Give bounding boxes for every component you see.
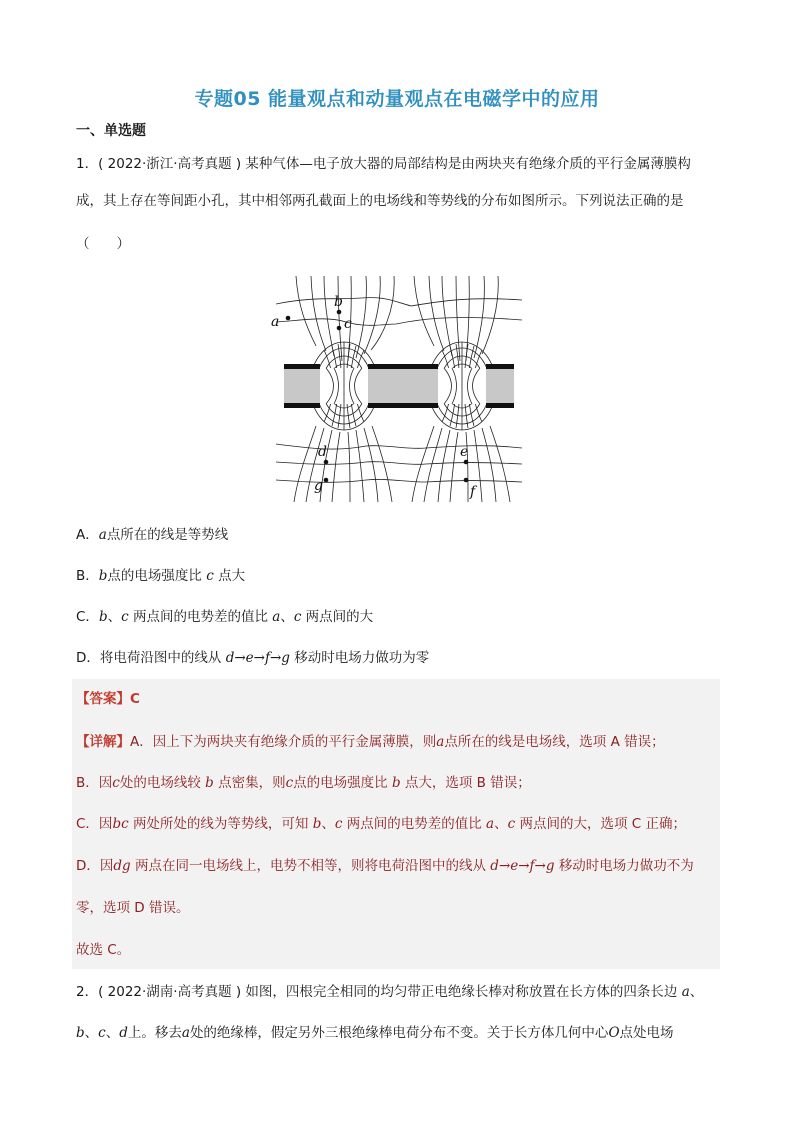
- detail-d-text1: D．因: [76, 858, 114, 874]
- q1-stem-line1: 1．( 2022·浙江·高考真题 ) 某种气体—电子放大器的局部结构是由两块夹有绝缘介质的平行金属薄膜构: [76, 156, 691, 172]
- option-d-path: d→e→f→g: [225, 650, 290, 666]
- point-e: [464, 460, 469, 465]
- point-g: [324, 478, 329, 483]
- option-c-text1: 两点间的电势差的值比: [132, 609, 268, 625]
- option-a-var: a: [98, 527, 107, 543]
- detail-c-text3: 两点间的电势差的值比: [346, 816, 482, 832]
- detail-c-var5: c: [507, 816, 516, 832]
- option-a-prefix: A．: [76, 527, 99, 543]
- option-c-text2: 两点间的大: [305, 609, 374, 625]
- detail-a-text2: 点所在的线是电场线，选项 A 错误；: [444, 734, 665, 750]
- q2-var-d: d: [119, 1025, 128, 1041]
- detail-c-sep1: 、: [321, 816, 335, 832]
- point-f: [464, 478, 469, 483]
- q2-stem-line2: [76, 1024, 674, 1042]
- detail-b-var4: b: [391, 775, 401, 791]
- answer-label: 【答案】C: [76, 691, 140, 707]
- option-c-var1: b: [98, 609, 108, 625]
- option-d-text: 移动时电场力做功为零: [294, 650, 430, 666]
- q2-sep2: 、: [105, 1025, 120, 1041]
- label-c: c: [344, 316, 352, 332]
- detail-b-text3: 点密集，则: [218, 775, 286, 791]
- detail-b-text5: 点大，选项 B 错误；: [404, 775, 531, 791]
- q2-sep1: 、: [84, 1025, 99, 1041]
- detail-d-var1: dg: [113, 858, 131, 874]
- option-d[interactable]: [76, 649, 429, 667]
- option-b-text2: 点大: [218, 568, 246, 584]
- detail-b-text1: B．因: [76, 775, 113, 791]
- q2-stem-line1: [76, 983, 703, 1001]
- detail-line-b: [76, 774, 531, 792]
- page-title: 专题05 能量观点和动量观点在电磁学中的应用: [194, 88, 600, 110]
- q2-text2: 处的绝缘棒，假定另外三根绝缘棒电荷分布不变。关于长方体几何中心: [189, 1025, 609, 1041]
- label-e: e: [460, 444, 469, 460]
- section-heading: 一、单选题: [76, 123, 146, 139]
- detail-b-var2: b: [205, 775, 214, 791]
- option-b-var1: b: [98, 568, 108, 584]
- detail-a-text1: A．因上下为两块夹有绝缘介质的平行金属薄膜，则: [130, 734, 437, 750]
- label-b: b: [334, 294, 343, 310]
- detail-c-var3: c: [334, 816, 343, 832]
- option-c-sep2: 、: [280, 609, 294, 625]
- field-line-figure: [271, 276, 522, 502]
- label-a: a: [271, 314, 280, 330]
- detail-c-text1: C．因: [76, 816, 113, 832]
- label-f: f: [470, 484, 476, 500]
- option-c[interactable]: [76, 608, 373, 626]
- detail-b-text4: 点的电场强度比: [293, 775, 388, 791]
- option-b[interactable]: [76, 567, 245, 585]
- q2-line1-var: a: [681, 984, 690, 1000]
- option-b-var2: c: [206, 568, 214, 584]
- q2-var-b: b: [76, 1025, 85, 1041]
- conclusion: 故选 C。: [76, 942, 131, 958]
- option-c-var2: c: [121, 609, 129, 625]
- option-c-var3: a: [272, 609, 281, 625]
- detail-line-d: [76, 857, 694, 875]
- q2-var-c: c: [98, 1025, 106, 1041]
- detail-c-text4: 两点间的大，选项 C 正确；: [519, 816, 686, 832]
- detail-c-text2: 两处所处的线为等势线，可知: [132, 816, 309, 832]
- label-g: g: [314, 478, 323, 494]
- q1-stem-line2: 成，其上存在等间距小孔，其中相邻两孔截面上的电场线和等势线的分布如图所示。下列说法正确的是: [76, 193, 684, 209]
- option-b-text1: 点的电场强度比: [107, 568, 202, 584]
- detail-line-d2: 零，选项 D 错误。: [76, 900, 190, 916]
- detail-d-text2: 两点在同一电场线上，电势不相等，则将电荷沿图中的线从: [135, 858, 486, 874]
- detail-c-var1: bc: [112, 816, 129, 832]
- detail-b-var1: c: [112, 775, 120, 791]
- q2-text1: 上。移去: [127, 1025, 182, 1041]
- detail-c-var4: a: [486, 816, 495, 832]
- detail-line-a: [76, 733, 665, 751]
- detail-line-c: [76, 815, 686, 833]
- detail-c-sep2: 、: [494, 816, 508, 832]
- detail-b-text2: 处的电场线较: [119, 775, 201, 791]
- q2-text3: 点处电场: [619, 1025, 674, 1041]
- q2-var-o: O: [608, 1025, 620, 1041]
- detail-a-var: a: [436, 734, 445, 750]
- option-b-prefix: B．: [76, 568, 99, 584]
- detail-d-text3: 移动时电场力做功不为: [558, 858, 694, 874]
- option-c-prefix: C．: [76, 609, 99, 625]
- option-c-var4: c: [293, 609, 302, 625]
- q2-var-a: a: [181, 1025, 190, 1041]
- detail-b-var3: c: [285, 775, 294, 791]
- q1-stem-line3: （ ）: [76, 236, 130, 252]
- option-a[interactable]: [76, 526, 228, 544]
- detail-label: 【详解】: [76, 734, 130, 750]
- detail-d-path: d→e→f→g: [490, 858, 555, 874]
- detail-c-var2: b: [312, 816, 322, 832]
- point-a: [286, 316, 291, 321]
- option-a-text: 点所在的线是等势线: [106, 527, 229, 543]
- option-c-sep1: 、: [107, 609, 122, 625]
- q2-line1-text: 2．( 2022·湖南·高考真题 ) 如图，四根完全相同的均匀带正电绝缘长棒对称放置在长方体的四条长边: [76, 984, 678, 1000]
- point-d: [324, 460, 329, 465]
- option-d-prefix: D．将电荷沿图中的线从: [76, 650, 222, 666]
- point-c: [337, 326, 342, 331]
- q2-line1-end: 、: [689, 984, 704, 1000]
- point-b: [337, 310, 342, 315]
- label-d: d: [318, 444, 327, 460]
